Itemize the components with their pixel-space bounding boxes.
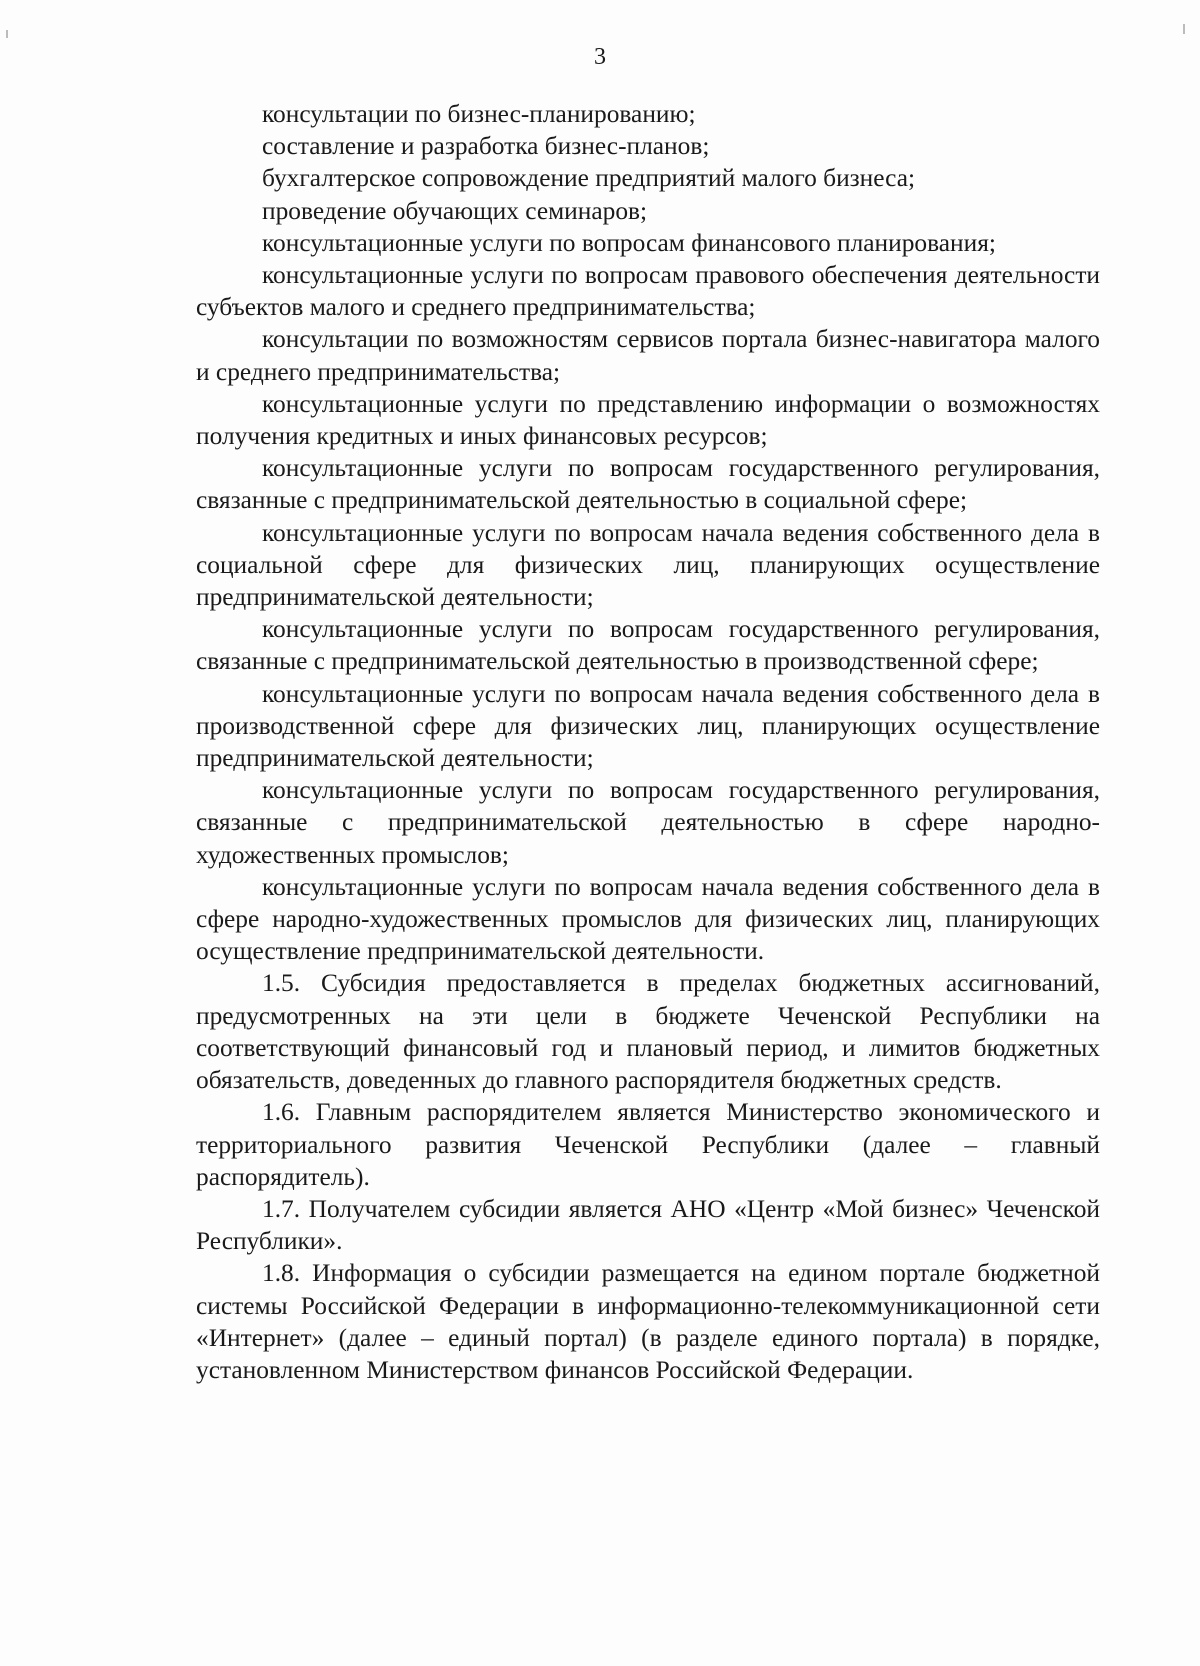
paragraph: консультационные услуги по вопросам начала ведения собственного дела в сфере народно-художественных промыслов для физических лиц, планирующих осуществление предпринимательской деятельности.: [196, 872, 1100, 966]
document-body: [196, 98, 1100, 1386]
scan-artifact: [1183, 24, 1185, 34]
paragraph: консультационные услуги по вопросам государственного регулирования, связанные с предпринимательской деятельностью в социальной сфере;: [196, 454, 1100, 515]
paragraph: консультационные услуги по вопросам государственного регулирования, связанные с предпринимательской деятельностью в производственной сфере;: [196, 615, 1100, 676]
paragraph: бухгалтерское сопровождение предприятий малого бизнеса;: [262, 164, 916, 193]
paragraph: консультации по возможностям сервисов портала бизнес-навигатора малого и среднего предпринимательства;: [196, 325, 1100, 386]
paragraph: консультационные услуги по вопросам государственного регулирования, связанные с предпринимательской деятельностью в сфере народно-художественных промыслов;: [196, 776, 1100, 869]
paragraph: консультационные услуги по представлению информации о возможностях получения кредитных и иных финансовых ресурсов;: [196, 389, 1100, 451]
paragraph: консультационные услуги по вопросам начала ведения собственного дела в производственной сфере для физических лиц, планирующих осуществление предпринимательской деятельности;: [196, 679, 1100, 773]
paragraph: 1.5. Субсидия предоставляется в пределах бюджетных ассигнований, предусмотренных на эти цели в бюджете Чеченской Республики на соответствующий финансовый год и плановый период, и лимитов бюджетных обязательств, доведенных до главного распорядителя бюджетных средств.: [196, 969, 1100, 1095]
paragraph: составление и разработка бизнес-планов;: [262, 132, 710, 161]
paragraph: консультационные услуги по вопросам правового обеспечения деятельности субъектов малого и среднего предпринимательства;: [196, 261, 1100, 322]
paragraph: консультации по бизнес-планированию;: [262, 100, 696, 128]
paragraph: консультационные услуги по вопросам начала ведения собственного дела в социальной сфере для физических лиц, планирующих осуществление предпринимательской деятельности;: [196, 518, 1100, 612]
paragraph: 1.6. Главным распорядителем является Министерство экономического и территориального развития Чеченской Республики (далее – главный распорядитель).: [196, 1098, 1100, 1191]
paragraph: 1.7. Получателем субсидии является АНО «Центр «Мой бизнес» Чеченской Республики».: [196, 1194, 1100, 1256]
paragraph: 1.8. Информация о субсидии размещается на едином портале бюджетной системы Российской Федерации в информационно-телекоммуникационной сети «Интернет» (далее – единый портал) (в разделе единого портала) в порядке, установленном Министерством финансов Российской Федерации.: [196, 1259, 1100, 1384]
page-number: 3: [594, 44, 606, 70]
paragraph: консультационные услуги по вопросам финансового планирования;: [262, 228, 996, 257]
paragraph: проведение обучающих семинаров;: [262, 196, 648, 225]
scan-artifact: [6, 30, 8, 38]
